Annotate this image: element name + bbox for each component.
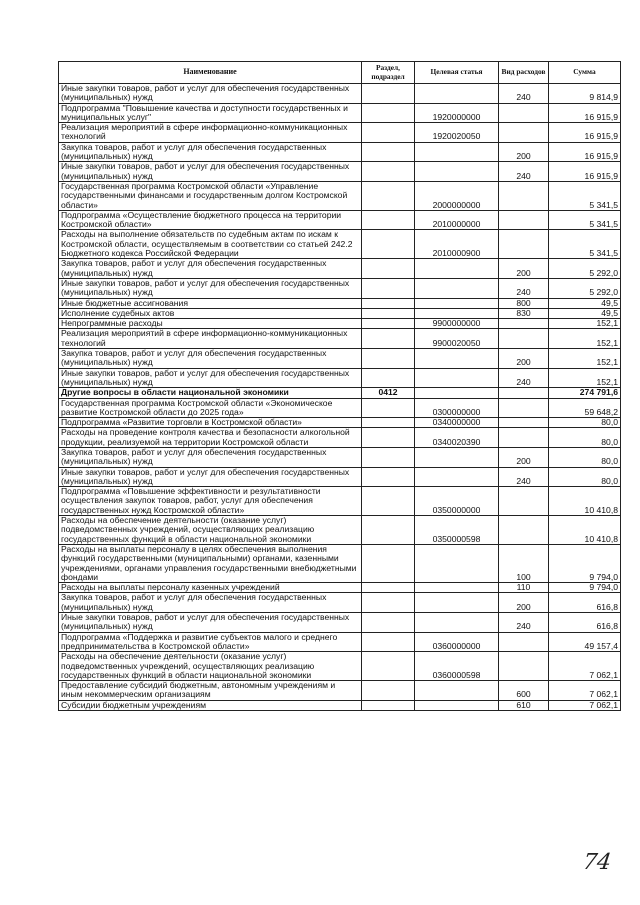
cell-name: Иные закупки товаров, работ и услуг для обеспечения государственных (муниципальных) нужд: [59, 467, 362, 487]
cell-sum: 5 341,5: [549, 181, 621, 210]
cell-sum: 9 794,0: [549, 583, 621, 593]
cell-type: [499, 632, 549, 652]
cell-section: [362, 681, 415, 701]
cell-section: [362, 652, 415, 681]
cell-name: Реализация мероприятий в сфере информационно-коммуникационных технологий: [59, 123, 362, 143]
cell-type: 200: [499, 447, 549, 467]
cell-sum: 274 791,6: [549, 388, 621, 398]
cell-type: [499, 329, 549, 349]
cell-target: [415, 349, 499, 369]
table-row: [59, 593, 621, 613]
cell-sum: 49 157,4: [549, 632, 621, 652]
cell-section: [362, 418, 415, 428]
cell-type: 100: [499, 544, 549, 582]
cell-name: Иные закупки товаров, работ и услуг для обеспечения государственных (муниципальных) нужд: [59, 162, 362, 182]
cell-target: 1920000000: [415, 103, 499, 123]
table-row: [59, 298, 621, 308]
cell-name: Подпрограмма «Осуществление бюджетного процесса на территории Костромской области»: [59, 210, 362, 230]
cell-sum: 7 062,1: [549, 652, 621, 681]
cell-type: [499, 230, 549, 259]
cell-name: Расходы на проведение контроля качества и безопасности алкогольной продукции, реализуемой на территории Костромской области: [59, 428, 362, 448]
cell-target: [415, 681, 499, 701]
cell-section: [362, 142, 415, 162]
cell-section: [362, 278, 415, 298]
cell-type: [499, 516, 549, 545]
cell-sum: 7 062,1: [549, 700, 621, 710]
cell-section: [362, 298, 415, 308]
cell-name: Закупка товаров, работ и услуг для обеспечения государственных (муниципальных) нужд: [59, 447, 362, 467]
cell-target: [415, 613, 499, 633]
table-row: [59, 349, 621, 369]
cell-sum: 616,8: [549, 593, 621, 613]
cell-target: 0340000000: [415, 418, 499, 428]
table-row: [59, 123, 621, 143]
table-row: [59, 181, 621, 210]
cell-type: 240: [499, 278, 549, 298]
cell-sum: 16 915,9: [549, 162, 621, 182]
cell-target: [415, 544, 499, 582]
cell-type: 600: [499, 681, 549, 701]
cell-target: [415, 368, 499, 388]
table-row: [59, 259, 621, 279]
cell-section: [362, 632, 415, 652]
cell-sum: 59 648,2: [549, 398, 621, 418]
cell-name: Государственная программа Костромской области «Управление государственными финансами и государственным долгом Костромской области»: [59, 181, 362, 210]
cell-target: [415, 259, 499, 279]
table-row: [59, 700, 621, 710]
header-type: Вид расходов: [499, 62, 549, 84]
table-row: [59, 210, 621, 230]
cell-name: Закупка товаров, работ и услуг для обеспечения государственных (муниципальных) нужд: [59, 593, 362, 613]
cell-name: Расходы на обеспечение деятельности (оказание услуг) подведомственных учреждений, осуществляющих реализацию государственных функций в области национальной экономики: [59, 652, 362, 681]
cell-type: 200: [499, 142, 549, 162]
cell-section: [362, 428, 415, 448]
cell-type: [499, 487, 549, 516]
cell-name: Расходы на обеспечение деятельности (оказание услуг) подведомственных учреждений, осуществляющих реализацию государственных функций в области национальной экономики: [59, 516, 362, 545]
cell-type: [499, 418, 549, 428]
table-row: [59, 319, 621, 329]
header-sum: Сумма: [549, 62, 621, 84]
cell-target: [415, 142, 499, 162]
cell-section: [362, 613, 415, 633]
cell-target: 0350000598: [415, 516, 499, 545]
cell-target: 2010000900: [415, 230, 499, 259]
cell-sum: 16 915,9: [549, 103, 621, 123]
cell-target: [415, 388, 499, 398]
cell-name: Подпрограмма «Развитие торговли в Костромской области»: [59, 418, 362, 428]
cell-sum: 152,1: [549, 319, 621, 329]
cell-sum: 9 814,9: [549, 84, 621, 104]
cell-target: 2010000000: [415, 210, 499, 230]
cell-section: [362, 319, 415, 329]
cell-name: Расходы на выплаты персоналу казенных учреждений: [59, 583, 362, 593]
cell-sum: 16 915,9: [549, 142, 621, 162]
cell-name: Другие вопросы в области национальной экономики: [59, 388, 362, 398]
cell-type: 200: [499, 259, 549, 279]
cell-type: [499, 181, 549, 210]
table-row: [59, 418, 621, 428]
cell-type: 240: [499, 84, 549, 104]
cell-name: Закупка товаров, работ и услуг для обеспечения государственных (муниципальных) нужд: [59, 259, 362, 279]
cell-target: 9900020050: [415, 329, 499, 349]
table-row: [59, 368, 621, 388]
table-row: [59, 398, 621, 418]
table-row: [59, 103, 621, 123]
cell-sum: 5 341,5: [549, 230, 621, 259]
cell-target: [415, 467, 499, 487]
header-target: Целевая статья: [415, 62, 499, 84]
cell-sum: 80,0: [549, 428, 621, 448]
cell-sum: 80,0: [549, 418, 621, 428]
cell-sum: 152,1: [549, 329, 621, 349]
cell-sum: 10 410,8: [549, 487, 621, 516]
cell-name: Подпрограмма «Повышение эффективности и результативности осуществления закупок товаров, работ, услуг для обеспечения государственных нужд Костромской области»: [59, 487, 362, 516]
table-row: [59, 467, 621, 487]
cell-target: [415, 308, 499, 318]
cell-target: [415, 700, 499, 710]
table-row: [59, 278, 621, 298]
cell-target: [415, 583, 499, 593]
cell-type: 240: [499, 162, 549, 182]
cell-type: 110: [499, 583, 549, 593]
cell-target: 1920020050: [415, 123, 499, 143]
table-row: [59, 388, 621, 398]
cell-section: [362, 123, 415, 143]
budget-table: [58, 61, 621, 711]
cell-target: [415, 447, 499, 467]
cell-name: Предоставление субсидий бюджетным, автономным учреждениям и иным некоммерческим организациям: [59, 681, 362, 701]
cell-section: [362, 84, 415, 104]
cell-sum: 9 794,0: [549, 544, 621, 582]
cell-sum: 80,0: [549, 467, 621, 487]
table-row: [59, 583, 621, 593]
cell-name: Иные закупки товаров, работ и услуг для обеспечения государственных (муниципальных) нужд: [59, 278, 362, 298]
cell-section: [362, 467, 415, 487]
cell-name: Подпрограмма «Поддержка и развитие субъектов малого и среднего предпринимательства в Костромской области»: [59, 632, 362, 652]
header-name: Наименование: [59, 62, 362, 84]
table-row: [59, 516, 621, 545]
cell-target: [415, 162, 499, 182]
cell-name: Иные закупки товаров, работ и услуг для обеспечения государственных (муниципальных) нужд: [59, 368, 362, 388]
cell-name: Субсидии бюджетным учреждениям: [59, 700, 362, 710]
cell-name: Подпрограмма "Повышение качества и доступности государственных и муниципальных услуг": [59, 103, 362, 123]
cell-section: [362, 447, 415, 467]
cell-sum: 7 062,1: [549, 681, 621, 701]
cell-sum: 49,5: [549, 298, 621, 308]
cell-name: Закупка товаров, работ и услуг для обеспечения государственных (муниципальных) нужд: [59, 142, 362, 162]
cell-section: [362, 368, 415, 388]
cell-target: [415, 84, 499, 104]
cell-section: [362, 398, 415, 418]
cell-type: [499, 652, 549, 681]
cell-type: [499, 103, 549, 123]
cell-name: Иные закупки товаров, работ и услуг для обеспечения государственных (муниципальных) нужд: [59, 613, 362, 633]
cell-type: 200: [499, 593, 549, 613]
cell-type: 610: [499, 700, 549, 710]
cell-sum: 616,8: [549, 613, 621, 633]
table-row: [59, 652, 621, 681]
cell-type: [499, 210, 549, 230]
cell-target: 2000000000: [415, 181, 499, 210]
cell-section: [362, 583, 415, 593]
table-row: [59, 447, 621, 467]
cell-sum: 152,1: [549, 349, 621, 369]
cell-sum: 5 292,0: [549, 278, 621, 298]
cell-sum: 10 410,8: [549, 516, 621, 545]
cell-name: Расходы на выполнение обязательств по судебным актам по искам к Костромской области, осуществляемым в соответствии со статьей 242.2 Бюджетного кодекса Российской Федерации: [59, 230, 362, 259]
cell-section: [362, 544, 415, 582]
table-row: [59, 487, 621, 516]
header-section: Раздел, подраздел: [362, 62, 415, 84]
cell-target: [415, 278, 499, 298]
cell-section: [362, 162, 415, 182]
cell-section: [362, 700, 415, 710]
cell-type: [499, 428, 549, 448]
cell-name: Иные закупки товаров, работ и услуг для обеспечения государственных (муниципальных) нужд: [59, 84, 362, 104]
cell-type: 200: [499, 349, 549, 369]
cell-section: 0412: [362, 388, 415, 398]
cell-type: [499, 388, 549, 398]
table-row: [59, 84, 621, 104]
cell-section: [362, 181, 415, 210]
table-row: [59, 329, 621, 349]
cell-type: 240: [499, 613, 549, 633]
table-header-row: [59, 62, 621, 84]
cell-type: [499, 319, 549, 329]
cell-section: [362, 103, 415, 123]
cell-type: 240: [499, 467, 549, 487]
cell-sum: 5 292,0: [549, 259, 621, 279]
cell-target: 0360000598: [415, 652, 499, 681]
cell-section: [362, 349, 415, 369]
cell-sum: 5 341,5: [549, 210, 621, 230]
table-row: [59, 681, 621, 701]
cell-section: [362, 259, 415, 279]
cell-type: [499, 123, 549, 143]
cell-target: 0350000000: [415, 487, 499, 516]
cell-section: [362, 230, 415, 259]
cell-section: [362, 593, 415, 613]
cell-section: [362, 487, 415, 516]
cell-section: [362, 210, 415, 230]
cell-name: Государственная программа Костромской области «Экономическое развитие Костромской области до 2025 года»: [59, 398, 362, 418]
cell-section: [362, 329, 415, 349]
cell-name: Непрограммные расходы: [59, 319, 362, 329]
table-row: [59, 162, 621, 182]
cell-target: 0360000000: [415, 632, 499, 652]
cell-name: Реализация мероприятий в сфере информационно-коммуникационных технологий: [59, 329, 362, 349]
cell-target: 0300000000: [415, 398, 499, 418]
cell-sum: 49,5: [549, 308, 621, 318]
cell-type: 800: [499, 298, 549, 308]
cell-section: [362, 516, 415, 545]
cell-target: [415, 593, 499, 613]
cell-name: Исполнение судебных актов: [59, 308, 362, 318]
cell-name: Расходы на выплаты персоналу в целях обеспечения выполнения функций государственными (муниципальными) органами, казенными учреждениями, органами управления государственными внебюджетными фондами: [59, 544, 362, 582]
table-row: [59, 632, 621, 652]
cell-target: 9900000000: [415, 319, 499, 329]
cell-target: 0340020390: [415, 428, 499, 448]
table-row: [59, 230, 621, 259]
cell-name: Иные бюджетные ассигнования: [59, 298, 362, 308]
cell-sum: 16 915,9: [549, 123, 621, 143]
table-row: [59, 544, 621, 582]
cell-type: 240: [499, 368, 549, 388]
cell-target: [415, 298, 499, 308]
table-row: [59, 142, 621, 162]
cell-section: [362, 308, 415, 318]
cell-sum: 80,0: [549, 447, 621, 467]
table-row: [59, 428, 621, 448]
table-row: [59, 308, 621, 318]
table-body: [59, 84, 621, 711]
cell-type: [499, 398, 549, 418]
table-row: [59, 613, 621, 633]
page-number: 74: [581, 850, 613, 875]
cell-sum: 152,1: [549, 368, 621, 388]
cell-name: Закупка товаров, работ и услуг для обеспечения государственных (муниципальных) нужд: [59, 349, 362, 369]
cell-type: 830: [499, 308, 549, 318]
